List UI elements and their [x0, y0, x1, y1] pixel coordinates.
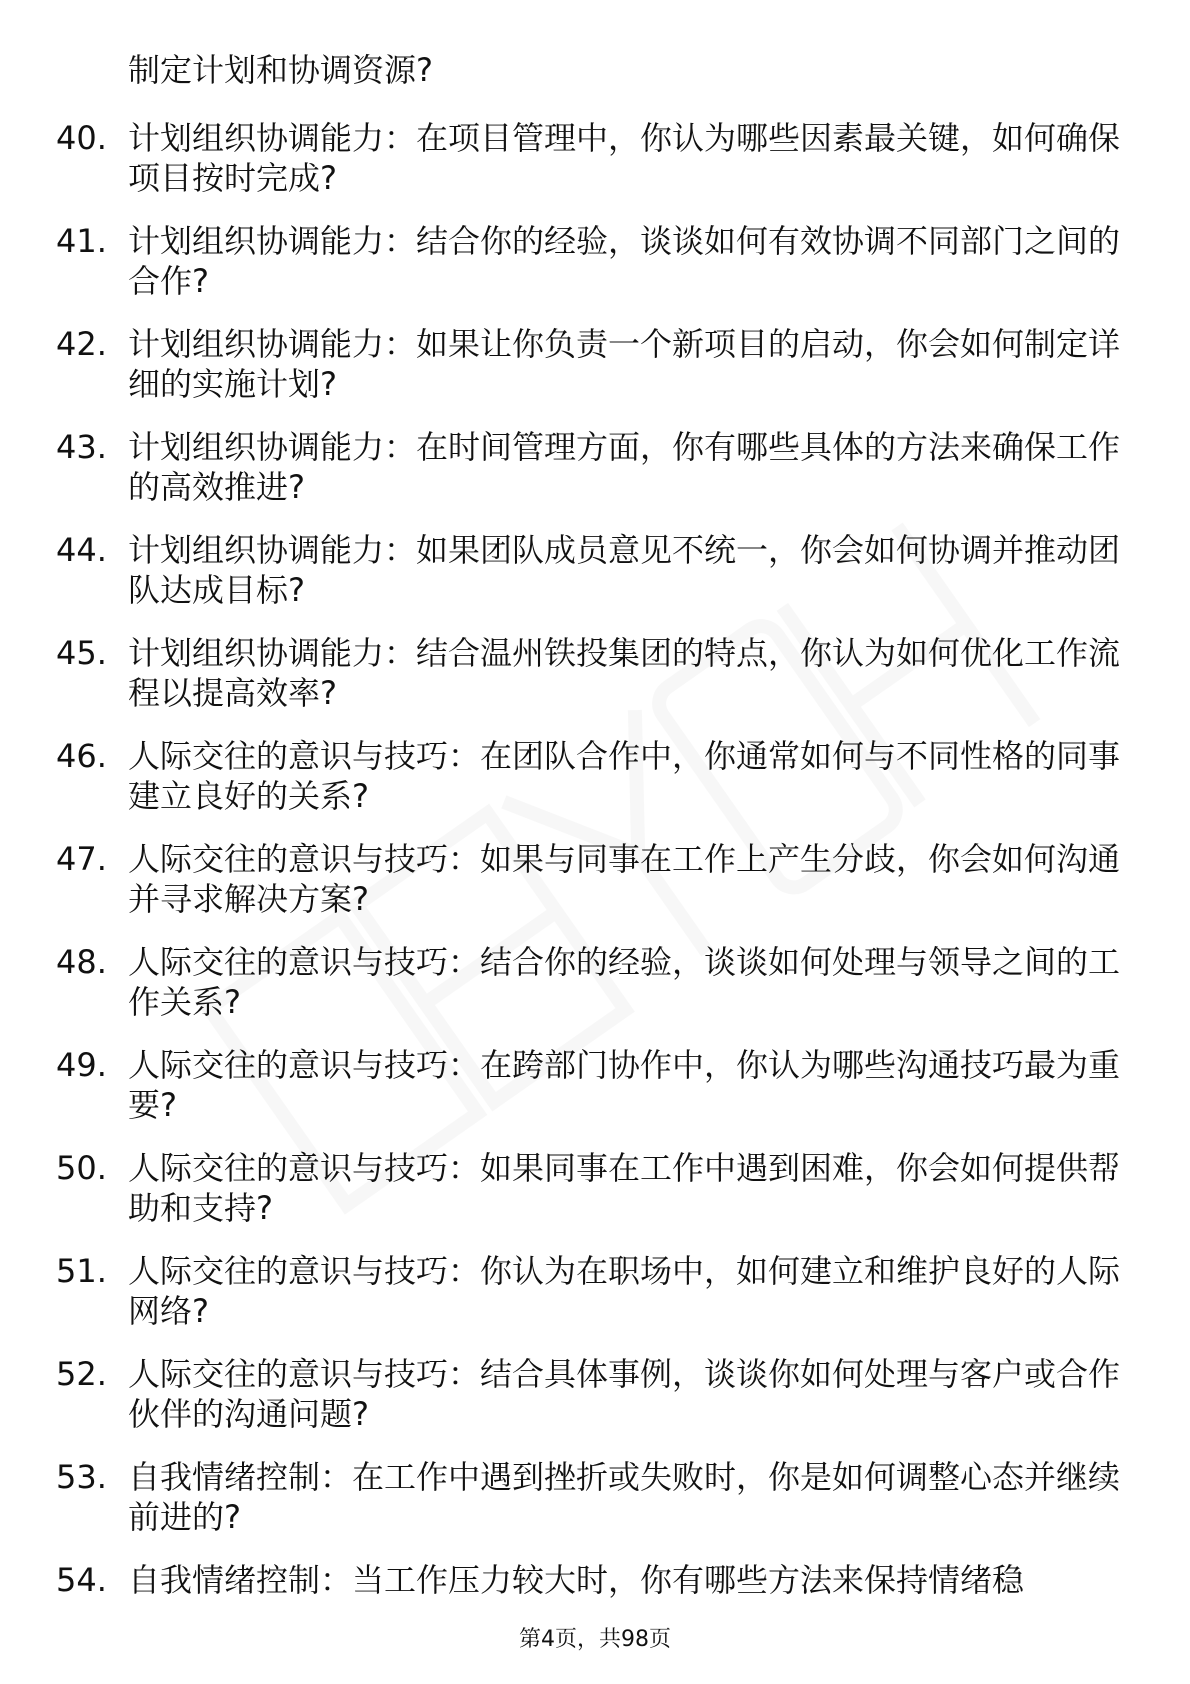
question-item [56, 736, 1136, 816]
question-text: 人际交往的意识与技巧：结合具体事例，谈谈你如何处理与客户或合作伙伴的沟通问题? [128, 1355, 1121, 1433]
question-item [56, 221, 1136, 301]
question-item [56, 1251, 1136, 1331]
question-number: 46. [56, 737, 107, 775]
page-footer: 第4页，共98页 [519, 1627, 671, 1652]
question-text: 计划组织协调能力：在时间管理方面，你有哪些具体的方法来确保工作的高效推进? [128, 428, 1121, 506]
question-item [56, 942, 1136, 1022]
question-item [56, 530, 1136, 610]
question-text: 计划组织协调能力：结合温州铁投集团的特点，你认为如何优化工作流程以提高效率? [128, 634, 1121, 712]
question-list [56, 118, 1136, 1623]
question-number: 44. [56, 531, 107, 569]
question-number: 53. [56, 1458, 107, 1496]
continued-question-text: 制定计划和协调资源? [128, 51, 433, 89]
question-text: 计划组织协调能力：在项目管理中，你认为哪些因素最关键，如何确保项目按时完成? [128, 119, 1121, 197]
question-text: 自我情绪控制：当工作压力较大时，你有哪些方法来保持情绪稳 [128, 1561, 1025, 1599]
question-text: 人际交往的意识与技巧：如果与同事在工作上产生分歧，你会如何沟通并寻求解决方案? [128, 840, 1121, 918]
question-item [56, 324, 1136, 404]
question-number: 42. [56, 325, 107, 363]
question-number: 51. [56, 1252, 107, 1290]
question-text: 人际交往的意识与技巧：在团队合作中，你通常如何与不同性格的同事建立良好的关系? [128, 737, 1121, 815]
question-item [56, 118, 1136, 198]
question-text: 计划组织协调能力：如果团队成员意见不统一，你会如何协调并推动团队达成目标? [128, 531, 1121, 609]
question-text: 人际交往的意识与技巧：你认为在职场中，如何建立和维护良好的人际网络? [128, 1252, 1121, 1330]
question-item [56, 1148, 1136, 1228]
question-text: 计划组织协调能力：如果让你负责一个新项目的启动，你会如何制定详细的实施计划? [128, 325, 1121, 403]
question-number: 50. [56, 1149, 107, 1187]
question-text: 人际交往的意识与技巧：在跨部门协作中，你认为哪些沟通技巧最为重要? [128, 1046, 1121, 1124]
question-item [56, 1457, 1136, 1537]
question-number: 54. [56, 1561, 107, 1599]
question-text: 人际交往的意识与技巧：结合你的经验，谈谈如何处理与领导之间的工作关系? [128, 943, 1121, 1021]
question-item [56, 1560, 1136, 1600]
question-item [56, 427, 1136, 507]
question-item [56, 839, 1136, 919]
question-number: 41. [56, 222, 107, 260]
question-item [56, 633, 1136, 713]
question-item [56, 1354, 1136, 1434]
question-number: 47. [56, 840, 107, 878]
question-number: 43. [56, 428, 107, 466]
question-text: 自我情绪控制：在工作中遇到挫折或失败时，你是如何调整心态并继续前进的? [128, 1458, 1121, 1536]
question-number: 48. [56, 943, 107, 981]
question-number: 52. [56, 1355, 107, 1393]
question-number: 40. [56, 119, 107, 157]
question-item [56, 1045, 1136, 1125]
question-number: 45. [56, 634, 107, 672]
question-number: 49. [56, 1046, 107, 1084]
question-text: 计划组织协调能力：结合你的经验，谈谈如何有效协调不同部门之间的合作? [128, 222, 1121, 300]
question-text: 人际交往的意识与技巧：如果同事在工作中遇到困难，你会如何提供帮助和支持? [128, 1149, 1121, 1227]
